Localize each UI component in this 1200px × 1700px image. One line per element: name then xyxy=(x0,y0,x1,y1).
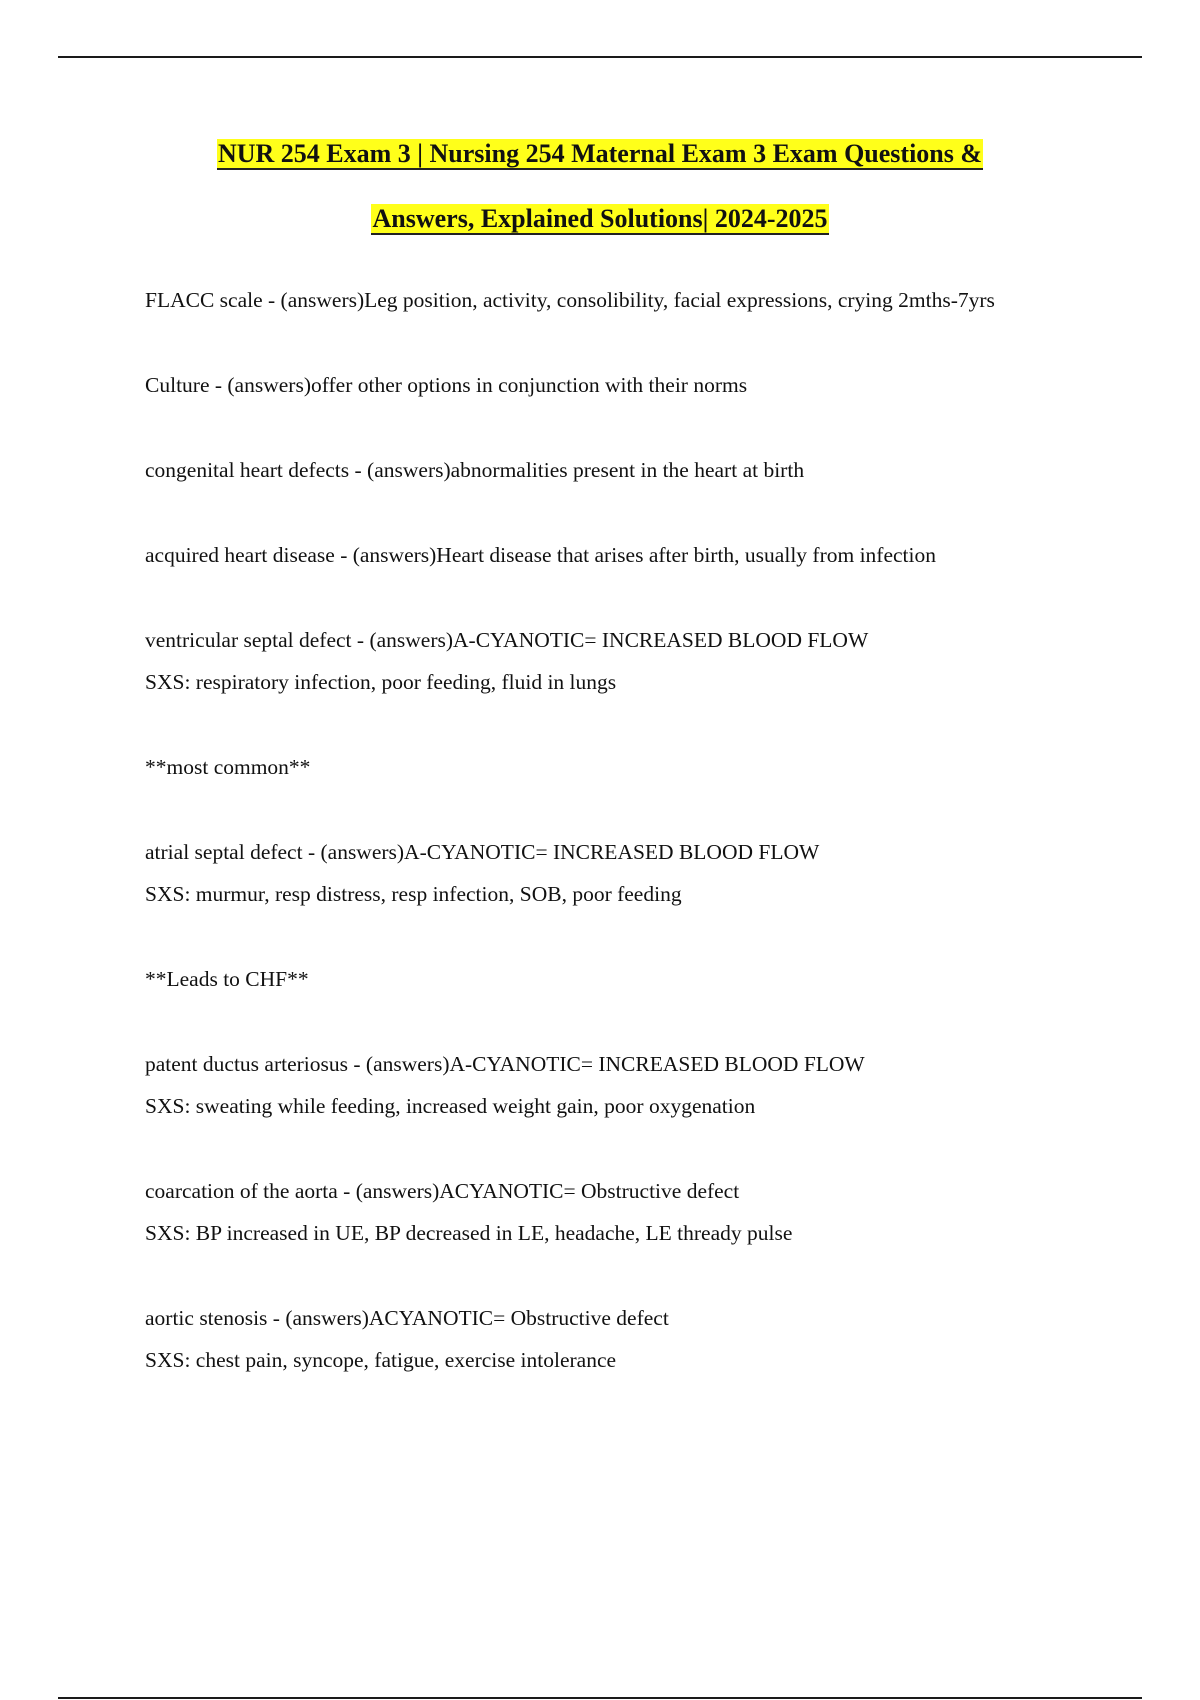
qa-note-leads-to-chf xyxy=(145,963,1085,995)
qa-entry-text: FLACC scale - (answers)Leg position, activity, consolibility, facial expressions, crying 2mths-7yrs xyxy=(145,288,995,312)
title-line-1-text: NUR 254 Exam 3 | Nursing 254 Maternal Exam 3 Exam Questions & xyxy=(217,139,983,168)
qa-note-text: **Leads to CHF** xyxy=(145,967,309,991)
qa-entry-coarctation xyxy=(145,1175,1085,1249)
qa-entry-text: congenital heart defects - (answers)abnormalities present in the heart at birth xyxy=(145,458,805,482)
qa-entry-symptoms: SXS: chest pain, syncope, fatigue, exercise intolerance xyxy=(145,1348,617,1372)
qa-entry-aortic-stenosis xyxy=(145,1302,1085,1376)
qa-entry-acquired-heart-disease xyxy=(145,539,1085,571)
qa-entry-flacc xyxy=(145,284,1085,316)
title-line-2-text: Answers, Explained Solutions| 2024-2025 xyxy=(372,204,828,233)
qa-entry-text: aortic stenosis - (answers)ACYANOTIC= Obstructive defect xyxy=(145,1306,669,1330)
qa-entry-text: coarcation of the aorta - (answers)ACYANOTIC= Obstructive defect xyxy=(145,1179,740,1203)
qa-entry-symptoms: SXS: respiratory infection, poor feeding, fluid in lungs xyxy=(145,670,617,694)
qa-entry-text: ventricular septal defect - (answers)A-CYANOTIC= INCREASED BLOOD FLOW xyxy=(145,628,869,652)
qa-entry-text: acquired heart disease - (answers)Heart disease that arises after birth, usually from infection xyxy=(145,543,936,567)
qa-entry-text: patent ductus arteriosus - (answers)A-CYANOTIC= INCREASED BLOOD FLOW xyxy=(145,1052,865,1076)
qa-note-most-common xyxy=(145,751,1085,783)
qa-entry-culture xyxy=(145,369,1085,401)
qa-note-text: **most common** xyxy=(145,755,311,779)
qa-entry-symptoms: SXS: murmur, resp distress, resp infection, SOB, poor feeding xyxy=(145,882,682,906)
qa-list xyxy=(145,284,1085,1429)
bottom-divider xyxy=(58,1697,1142,1699)
qa-entry-text: Culture - (answers)offer other options in conjunction with their norms xyxy=(145,373,748,397)
qa-entry-symptoms: SXS: BP increased in UE, BP decreased in LE, headache, LE thready pulse xyxy=(145,1221,793,1245)
document-title xyxy=(58,138,1142,268)
qa-entry-symptoms: SXS: sweating while feeding, increased weight gain, poor oxygenation xyxy=(145,1094,756,1118)
qa-entry-congenital-heart-defects xyxy=(145,454,1085,486)
qa-entry-text: atrial septal defect - (answers)A-CYANOTIC= INCREASED BLOOD FLOW xyxy=(145,840,820,864)
top-divider xyxy=(58,56,1142,58)
title-line-2 xyxy=(58,203,1142,235)
qa-entry-pda xyxy=(145,1048,1085,1122)
title-line-1 xyxy=(58,138,1142,170)
qa-entry-asd xyxy=(145,836,1085,910)
qa-entry-vsd xyxy=(145,624,1085,698)
